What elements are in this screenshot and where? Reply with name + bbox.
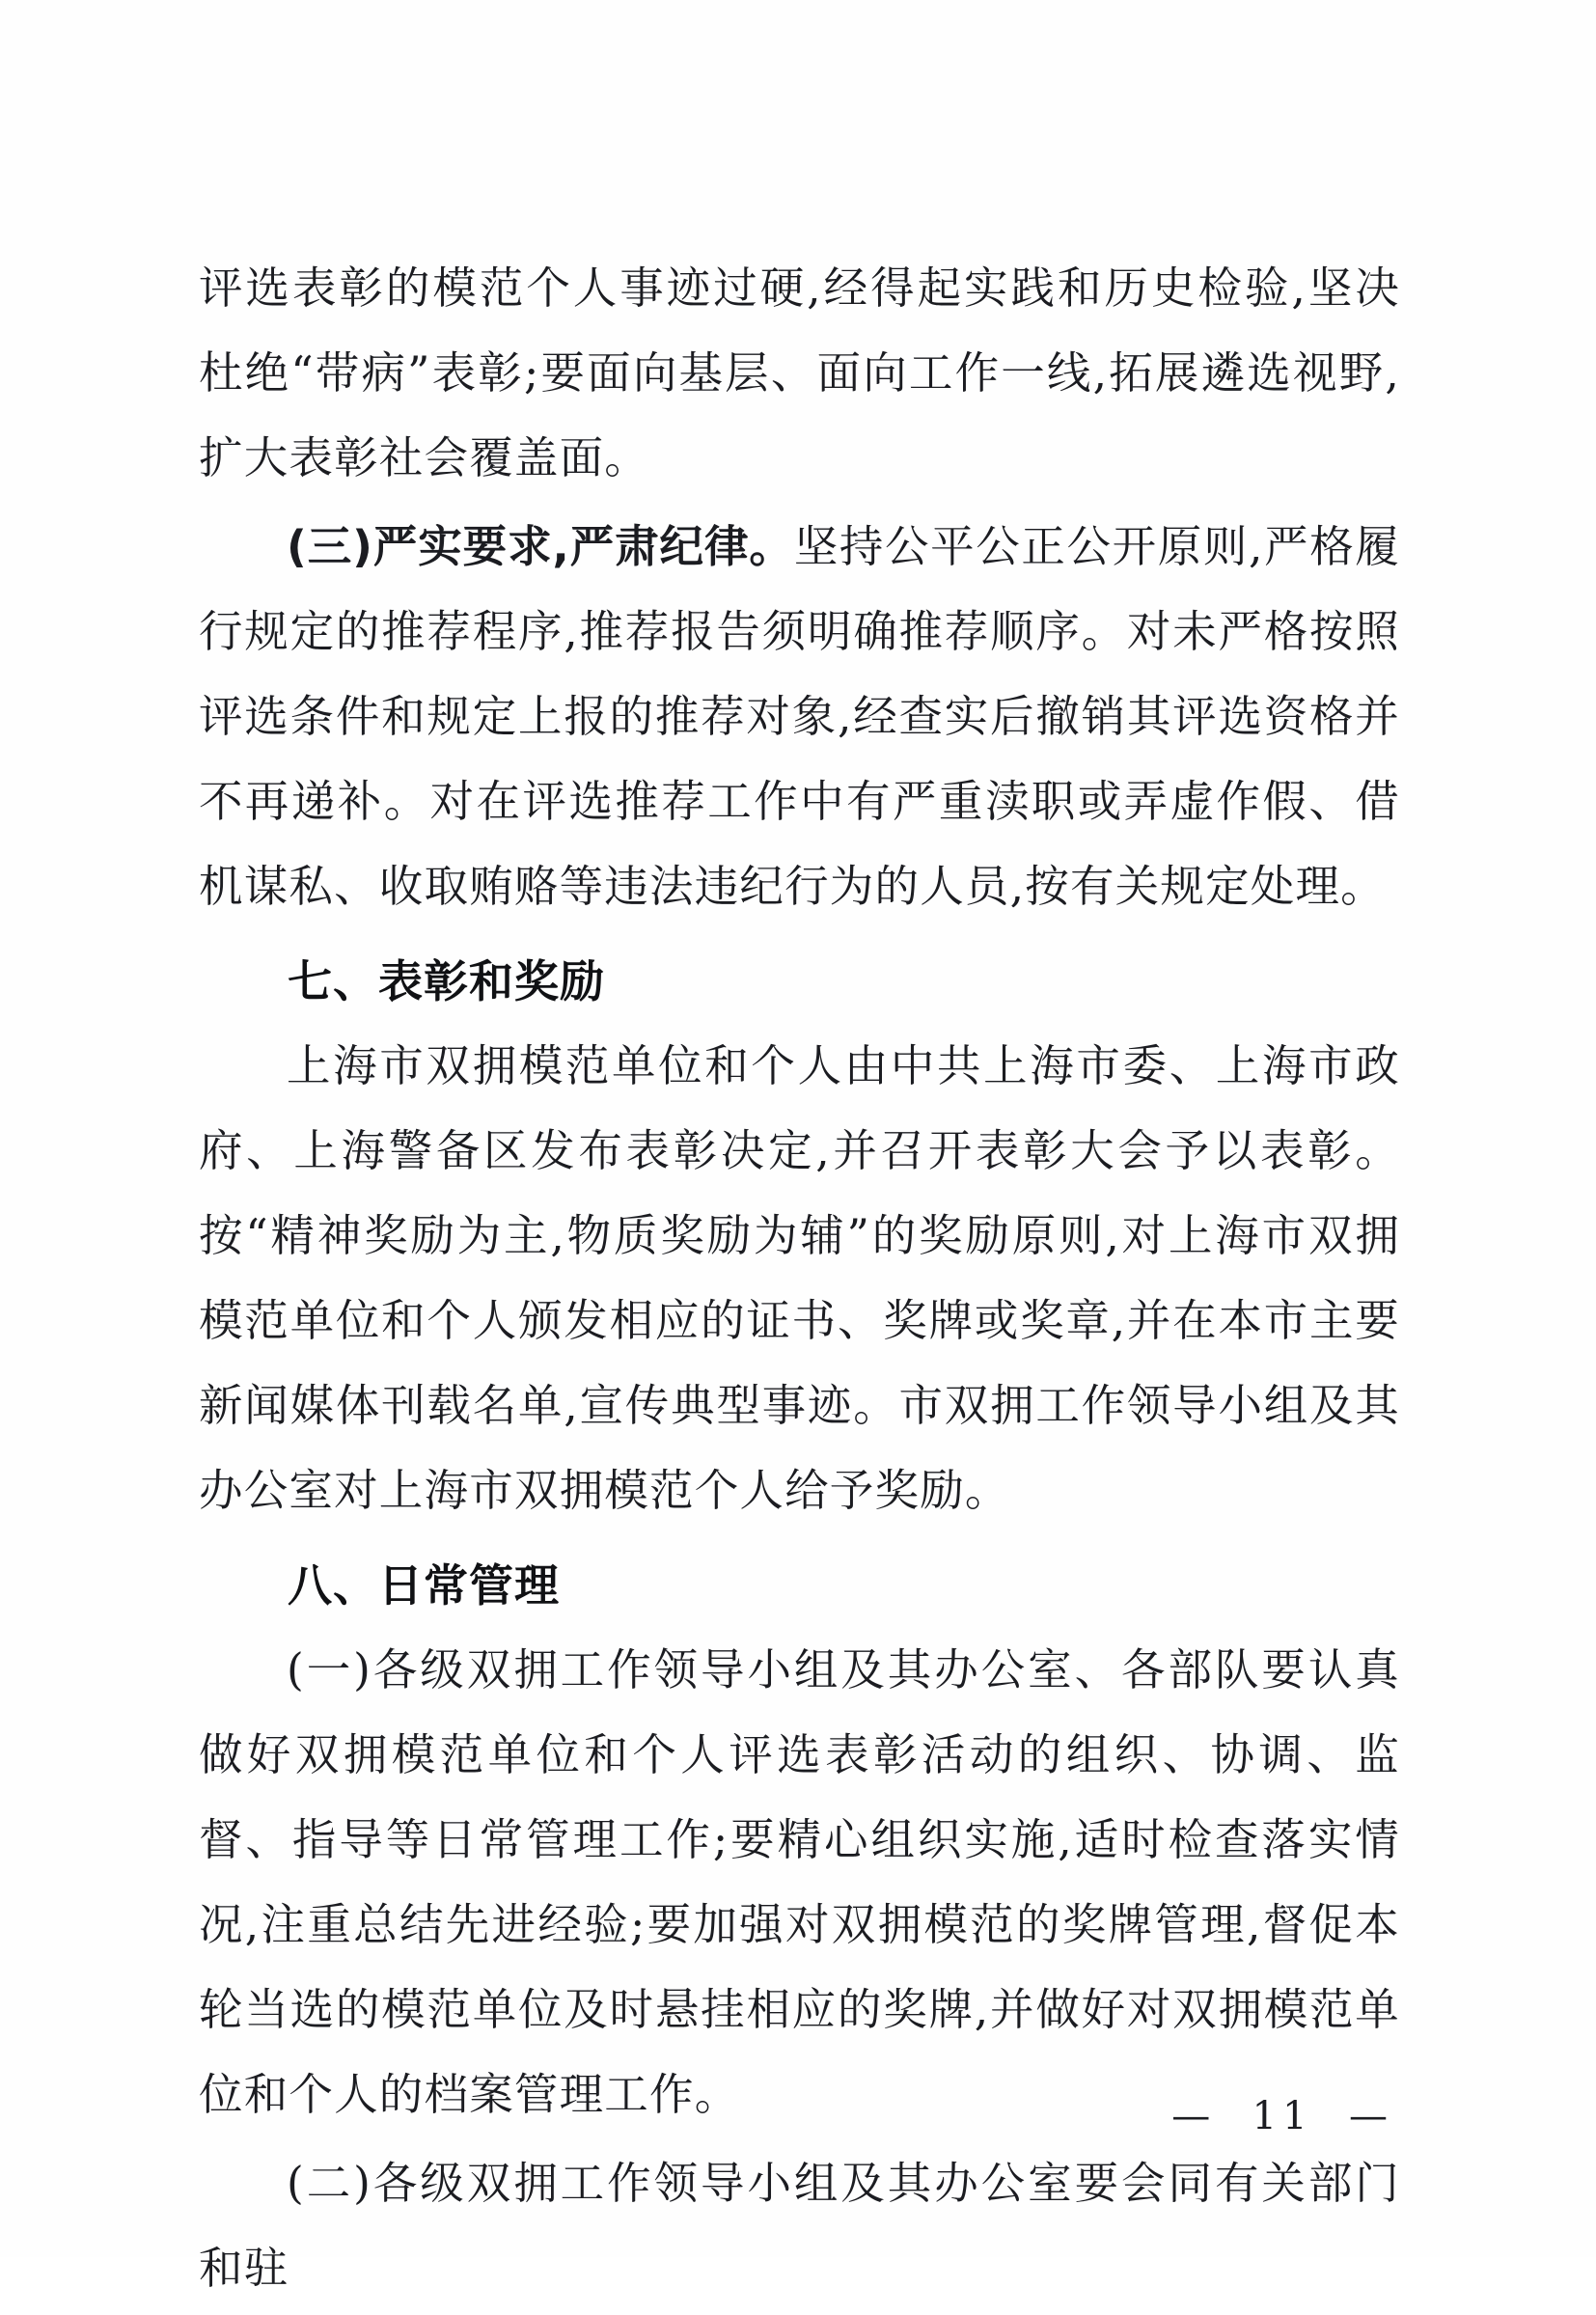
body-paragraph-4: (一)各级双拥工作领导小组及其办公室、各部队要认真做好双拥模范单位和个人评选表彰活动的组织、协调、监督、指导等日常管理工作;要精心组织实施,适时检查落实情况,注重总结先进经验;要加强对双拥模范的奖牌管理,督促本轮当选的模范单位及时悬挂相应的奖牌,并做好对双拥模范单位和个人的档案管理工作。 [199,1644,1400,2120]
subsection-label-three: (三)严实要求,严肃纪律。 [287,521,794,572]
body-paragraph-1: 评选表彰的模范个人事迹过硬,经得起实践和历史检验,坚决杜绝“带病”表彰;要面向基层、面向工作一线,拓展遴选视野,扩大表彰社会覆盖面。 [199,262,1400,483]
body-paragraph-5: (二)各级双拥工作领导小组及其办公室要会同有关部门和驻 [199,2158,1400,2294]
body-paragraph-3: 上海市双拥模范单位和个人由中共上海市委、上海市政府、上海警备区发布表彰决定,并召开表彰大会予以表彰。按“精神奖励为主,物质奖励为辅”的奖励原则,对上海市双拥模范单位和个人颁发相应的证书、奖牌或奖章,并在本市主要新闻媒体刊载名单,宣传典型事迹。市双拥工作领导小组及其办公室对上海市双拥模范个人给予奖励。 [199,1040,1400,1516]
page-number: — 11 — [1171,2094,1393,2138]
page-footer [0,2083,1596,2257]
subsection-three-text: 坚持公平公正公开原则,严格履行规定的推荐程序,推荐报告须明确推荐顺序。对未严格按照评选条件和规定上报的推荐对象,经查实后撤销其评选资格并不再递补。对在评选推荐工作中有严重渎职或弄虚作假、借机谋私、收取贿赂等违法违纪行为的人员,按有关规定处理。 [199,521,1401,912]
document-body [199,246,1400,2315]
section-heading-seven: 七、表彰和奖励 [288,955,605,1007]
body-paragraph-2 [199,505,1400,929]
section-heading-eight: 八、日常管理 [288,1559,560,1612]
